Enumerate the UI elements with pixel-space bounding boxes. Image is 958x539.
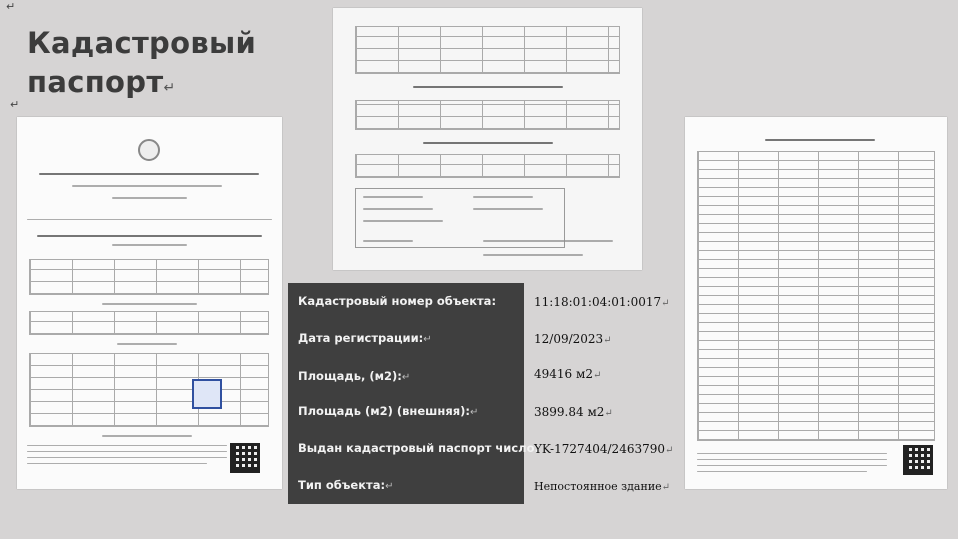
cadastral-number-label bbox=[298, 294, 496, 308]
paragraph-mark: ↵ bbox=[603, 335, 612, 346]
passport-number-value bbox=[534, 442, 673, 456]
emblem-icon bbox=[138, 139, 160, 161]
qr-code-icon bbox=[230, 443, 260, 473]
paragraph-mark: ↵ bbox=[592, 370, 602, 381]
registration-date-value bbox=[534, 332, 612, 346]
cadastral-number-value bbox=[534, 295, 670, 309]
registration-date-label bbox=[298, 331, 432, 345]
cadastral-number-value-text: 11:18:01:04:01:0017 bbox=[534, 295, 662, 309]
document-table bbox=[697, 151, 935, 441]
paragraph-mark: ↵ bbox=[661, 482, 671, 493]
corner-paragraph-mark: ↵ bbox=[6, 0, 16, 13]
external-area-value bbox=[534, 405, 613, 419]
scanned-document-left bbox=[17, 117, 282, 489]
passport-number-value-text: YK-1727404/2463790 bbox=[534, 442, 665, 456]
object-type-value-text: Непостоянное здание bbox=[534, 480, 662, 493]
paragraph-mark: ↵ bbox=[401, 372, 411, 383]
paragraph-mark: ↵ bbox=[423, 334, 432, 345]
scanned-document-right bbox=[685, 117, 947, 489]
document-table bbox=[29, 259, 269, 295]
paragraph-mark: ↵ bbox=[661, 298, 670, 309]
external-area-label-text: Площадь (м2) (внешняя): bbox=[298, 404, 470, 418]
document-table bbox=[29, 353, 269, 427]
area-value bbox=[534, 367, 601, 381]
page-title-line-2-wrap bbox=[27, 63, 256, 108]
paragraph-mark: ↵ bbox=[469, 407, 479, 418]
object-type-label bbox=[298, 478, 393, 492]
area-label-text: Площадь, (м2): bbox=[298, 369, 402, 383]
passport-issued-label bbox=[298, 441, 539, 455]
paragraph-mark: ↵ bbox=[385, 481, 394, 492]
registration-date-label-text: Дата регистрации: bbox=[298, 331, 424, 345]
external-area-label bbox=[298, 404, 478, 418]
cadastral-number-label-text: Кадастровый номер объекта: bbox=[298, 294, 497, 308]
document-table bbox=[29, 311, 269, 335]
paragraph-mark: ↵ bbox=[665, 445, 674, 456]
page-title-line-1: Кадастровый bbox=[27, 26, 257, 60]
page-title bbox=[27, 24, 256, 108]
area-value-text: 49416 м2 bbox=[534, 367, 593, 381]
left-paragraph-mark: ↵ bbox=[10, 98, 20, 111]
stamp-icon bbox=[192, 379, 222, 409]
object-type-value bbox=[534, 480, 670, 493]
document-table bbox=[355, 154, 620, 178]
object-type-label-text: Тип объекта: bbox=[298, 478, 386, 492]
paragraph-mark: ↵ bbox=[604, 408, 613, 419]
document-table bbox=[355, 100, 620, 130]
title-paragraph-mark: ↵ bbox=[163, 80, 176, 96]
registration-date-value-text: 12/09/2023 bbox=[534, 332, 604, 346]
area-label bbox=[298, 369, 410, 383]
info-panel bbox=[288, 283, 524, 504]
scanned-document-top bbox=[333, 8, 642, 270]
passport-issued-label-text: Выдан кадастровый паспорт число: bbox=[298, 441, 540, 455]
document-table bbox=[355, 26, 620, 74]
page-title-line-2: паспорт bbox=[27, 65, 164, 99]
external-area-value-text: 3899.84 м2 bbox=[534, 405, 605, 419]
qr-code-icon bbox=[903, 445, 933, 475]
